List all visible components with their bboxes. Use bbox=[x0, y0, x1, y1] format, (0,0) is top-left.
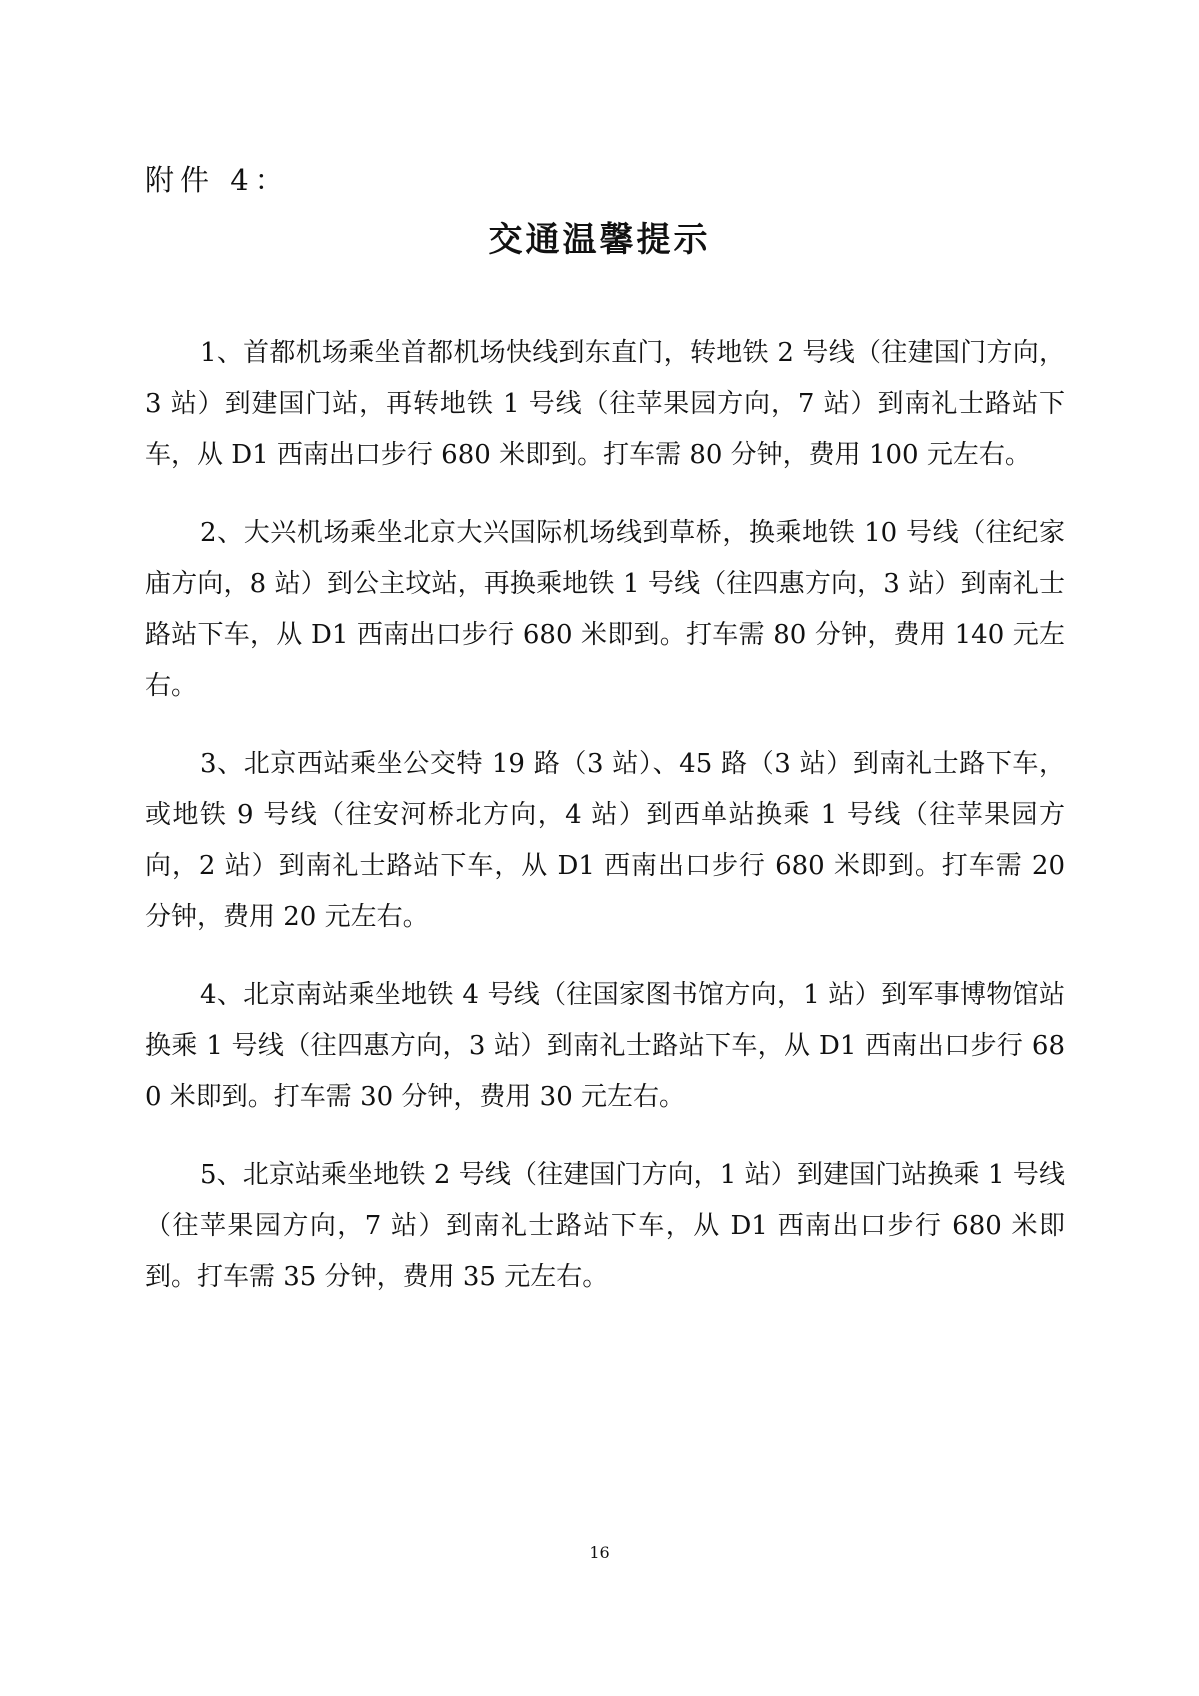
page-number: 16 bbox=[589, 1543, 610, 1562]
paragraph-beijing-west-station: 3、北京西站乘坐公交特 19 路（3 站）、45 路（3 站）到南礼士路下车，或地铁 9 号线（往安河桥北方向，4 站）到西单站换乘 1 号线（往苹果园方向，2 站）到南礼士路站下车，从 D1 西南出口步行 680 米即到。打车需 20 分钟，费用 20 元左右。 bbox=[145, 749, 1065, 932]
page-title: 交通温馨提示 bbox=[488, 220, 711, 260]
paragraph-capital-airport: 1、首都机场乘坐首都机场快线到东直门，转地铁 2 号线（往建国门方向，3 站）到建国门站，再转地铁 1 号线（往苹果园方向，7 站）到南礼士路站下车，从 D1 西南出口步行 680 米即到。打车需 80 分钟，费用 100 元左右。 bbox=[145, 338, 1065, 470]
document-body bbox=[145, 328, 1065, 1330]
attachment-label: 附件 4： bbox=[145, 163, 290, 197]
paragraph-beijing-station: 5、北京站乘坐地铁 2 号线（往建国门方向，1 站）到建国门站换乘 1 号线（往苹果园方向，7 站）到南礼士路站下车，从 D1 西南出口步行 680 米即到。打车需 35 分钟，费用 35 元左右。 bbox=[145, 1160, 1065, 1292]
paragraph-daxing-airport: 2、大兴机场乘坐北京大兴国际机场线到草桥，换乘地铁 10 号线（往纪家庙方向，8 站）到公主坟站，再换乘地铁 1 号线（往四惠方向，3 站）到南礼士路站下车，从 D1 西南出口步行 680 米即到。打车需 80 分钟，费用 140 元左右。 bbox=[145, 518, 1065, 701]
paragraph-beijing-south-station: 4、北京南站乘坐地铁 4 号线（往国家图书馆方向，1 站）到军事博物馆站换乘 1 号线（往四惠方向，3 站）到南礼士路站下车，从 D1 西南出口步行 680 米即到。打车需 30 分钟，费用 30 元左右。 bbox=[145, 980, 1065, 1112]
